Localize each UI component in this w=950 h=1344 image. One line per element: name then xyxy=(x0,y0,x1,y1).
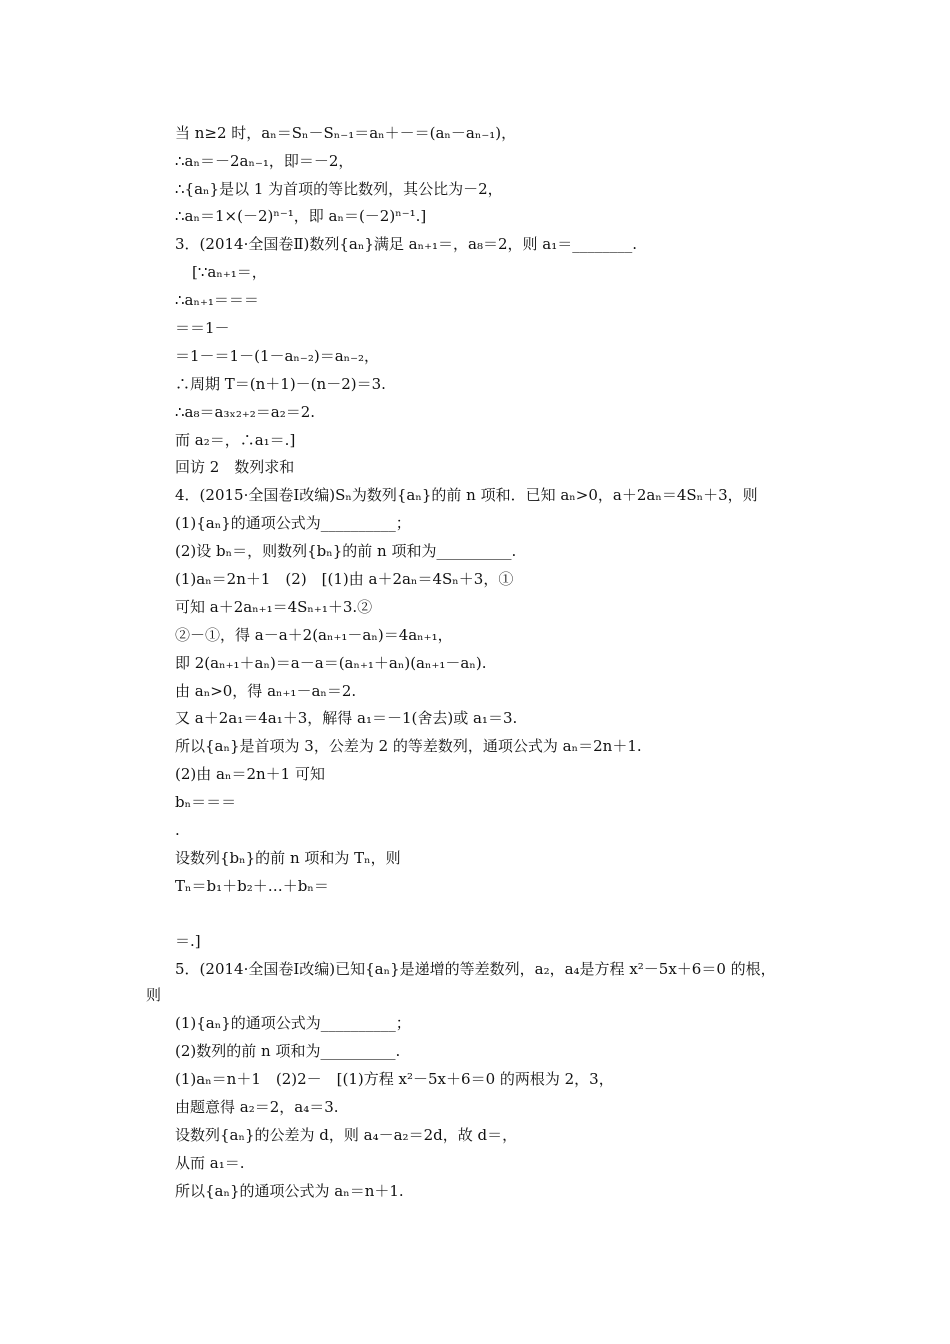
text-line: 所以{aₙ}是首项为 3，公差为 2 的等差数列，通项公式为 aₙ＝2n＋1. xyxy=(175,737,642,755)
text-line: (2)由 aₙ＝2n＋1 可知 xyxy=(175,765,325,783)
text-line: ∴a₈＝a₃ₓ₂₊₂＝a₂＝2. xyxy=(175,403,316,421)
text-line: Tₙ＝b₁＋b₂＋…＋bₙ＝ xyxy=(175,877,329,895)
text-line: 又 a＋2a₁＝4a₁＋3，解得 a₁＝－1(舍去)或 a₁＝3. xyxy=(175,709,518,727)
text-line: 即 2(aₙ₊₁＋aₙ)＝a－a＝(aₙ₊₁＋aₙ)(aₙ₊₁－aₙ). xyxy=(175,654,487,672)
text-line: (2)数列的前 n 项和为__________. xyxy=(175,1042,401,1060)
text-line: ∴周期 T＝(n＋1)－(n－2)＝3. xyxy=(175,375,386,393)
text-line: ∴aₙ＝1×(－2)ⁿ⁻¹，即 aₙ＝(－2)ⁿ⁻¹.] xyxy=(175,207,427,225)
text-line: [∵aₙ₊₁＝， xyxy=(192,263,267,281)
text-line: ∴aₙ＝－2aₙ₋₁，即＝－2， xyxy=(175,152,354,170)
text-line: 而 a₂＝，∴a₁＝.] xyxy=(175,431,296,449)
text-line: ∴aₙ₊₁＝＝＝ xyxy=(175,291,259,309)
text-line: . xyxy=(175,821,180,839)
text-line: ＝.] xyxy=(175,932,201,950)
text-line: bₙ＝＝＝ xyxy=(175,793,237,811)
text-line: (2)设 bₙ＝，则数列{bₙ}的前 n 项和为__________. xyxy=(175,542,517,560)
text-line: 设数列{bₙ}的前 n 项和为 Tₙ，则 xyxy=(175,849,401,867)
text-line: ＝1－＝1－(1－aₙ₋₂)＝aₙ₋₂， xyxy=(175,347,380,365)
text-line: 可知 a＋2aₙ₊₁＝4Sₙ₊₁＋3.② xyxy=(175,598,373,616)
text-line: (1){aₙ}的通项公式为__________； xyxy=(175,514,411,532)
text-line: (1)aₙ＝2n＋1 (2) [(1)由 a＋2aₙ＝4Sₙ＋3，① xyxy=(175,570,514,588)
question-4: 4．(2015·全国卷Ⅰ改编)Sₙ为数列{aₙ}的前 n 项和．已知 aₙ>0，a＋2aₙ＝4Sₙ＋3，则 xyxy=(175,486,758,504)
text-line: (1){aₙ}的通项公式为__________； xyxy=(175,1014,411,1032)
text-line: 由 aₙ>0，得 aₙ₊₁－aₙ＝2. xyxy=(175,682,357,700)
text-line: 由题意得 a₂＝2，a₄＝3. xyxy=(175,1098,339,1116)
text-line: 从而 a₁＝. xyxy=(175,1154,245,1172)
text-line: 所以{aₙ}的通项公式为 aₙ＝n＋1. xyxy=(175,1182,404,1200)
text-line: ∴{aₙ}是以 1 为首项的等比数列，其公比为－2， xyxy=(175,180,503,198)
text-line: ②－①，得 a－a＋2(aₙ₊₁－aₙ)＝4aₙ₊₁， xyxy=(175,626,453,644)
text-line: 设数列{aₙ}的公差为 d，则 a₄－a₂＝2d，故 d＝， xyxy=(175,1126,518,1144)
text-line: 则 xyxy=(146,986,162,1004)
text-line: ＝＝1－ xyxy=(175,319,230,337)
text-line: (1)aₙ＝n＋1 (2)2－ [(1)方程 x²－5x＋6＝0 的两根为 2，3， xyxy=(175,1070,614,1088)
question-3: 3．(2014·全国卷Ⅱ)数列{aₙ}满足 aₙ₊₁＝，a₈＝2，则 a₁＝________. xyxy=(175,235,638,253)
text-line: 当 n≥2 时，aₙ＝Sₙ－Sₙ₋₁＝aₙ＋－＝(aₙ－aₙ₋₁)， xyxy=(175,124,517,142)
section-heading: 回访 2 数列求和 xyxy=(175,458,295,476)
question-5: 5．(2014·全国卷Ⅰ改编)已知{aₙ}是递增的等差数列，a₂，a₄是方程 x²－5x＋6＝0 的根， xyxy=(175,960,776,978)
